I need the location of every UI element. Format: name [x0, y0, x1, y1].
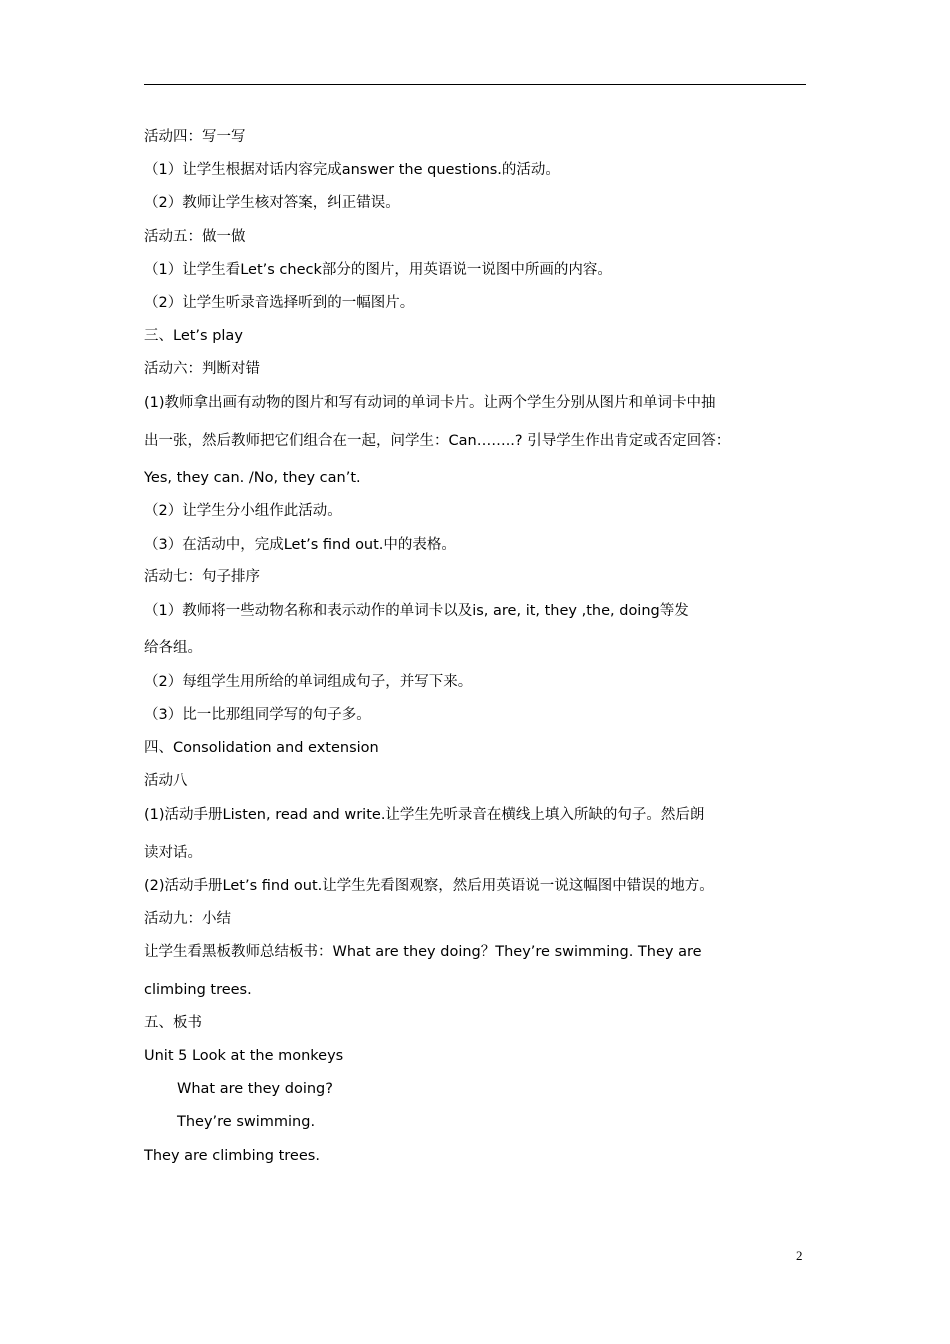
paragraph-line: 读对话。 [144, 845, 202, 861]
section-heading-activity-5: 活动五：做一做 [144, 229, 246, 245]
paragraph-line: （1）让学生看Let’s check部分的图片，用英语说一说图中所画的内容。 [144, 262, 612, 278]
paragraph-line: （1）让学生根据对话内容完成answer the questions.的活动。 [144, 162, 560, 178]
paragraph-line: （3）在活动中，完成Let’s find out.中的表格。 [144, 537, 456, 553]
blackboard-line: They’re swimming. [177, 1114, 316, 1130]
section-heading-activity-8: 活动八 [144, 773, 188, 789]
paragraph-line: 给各组。 [144, 640, 202, 656]
blackboard-unit-title: Unit 5 Look at the monkeys [144, 1048, 344, 1064]
paragraph-line: （2）让学生分小组作此活动。 [144, 503, 342, 519]
header-rule [144, 84, 806, 85]
paragraph-line: (1)活动手册Listen, read and write.让学生先听录音在横线上填入所缺的句子。然后朗 [144, 807, 705, 823]
blackboard-line: What are they doing? [177, 1081, 333, 1097]
paragraph-line: （2）让学生听录音选择听到的一幅图片。 [144, 295, 415, 311]
paragraph-line: climbing trees. [144, 982, 252, 998]
paragraph-line: (2)活动手册Let’s find out.让学生先看图观察，然后用英语说一说这幅图中错误的地方。 [144, 878, 714, 894]
section-heading-activity-9: 活动九：小结 [144, 911, 231, 927]
paragraph-line: （2）每组学生用所给的单词组成句子，并写下来。 [144, 674, 473, 690]
paragraph-line: （2）教师让学生核对答案，纠正错误。 [144, 195, 400, 211]
page-number: 2 [796, 1248, 803, 1263]
section-heading-consolidation: 四、Consolidation and extension [144, 740, 379, 756]
paragraph-line: Yes, they can. /No, they can’t. [144, 470, 361, 486]
blackboard-line: They are climbing trees. [144, 1148, 320, 1164]
section-heading-blackboard: 五、板书 [144, 1015, 202, 1031]
paragraph-line: (1)教师拿出画有动物的图片和写有动词的单词卡片。让两个学生分别从图片和单词卡中抽 [144, 395, 716, 411]
section-heading-activity-4: 活动四：写一写 [144, 129, 246, 145]
paragraph-line: 出一张，然后教师把它们组合在一起，问学生：Can……..? 引导学生作出肯定或否定回答： [144, 433, 731, 449]
paragraph-line: 让学生看黑板教师总结板书：What are they doing？They’re swimming. They are [144, 944, 702, 960]
paragraph-line: （1）教师将一些动物名称和表示动作的单词卡以及is, are, it, they ,the, doing等发 [144, 603, 689, 619]
section-heading-lets-play: 三、Let’s play [144, 328, 243, 344]
section-heading-activity-7: 活动七：句子排序 [144, 569, 260, 585]
paragraph-line: （3）比一比那组同学写的句子多。 [144, 707, 371, 723]
section-heading-activity-6: 活动六：判断对错 [144, 361, 260, 377]
